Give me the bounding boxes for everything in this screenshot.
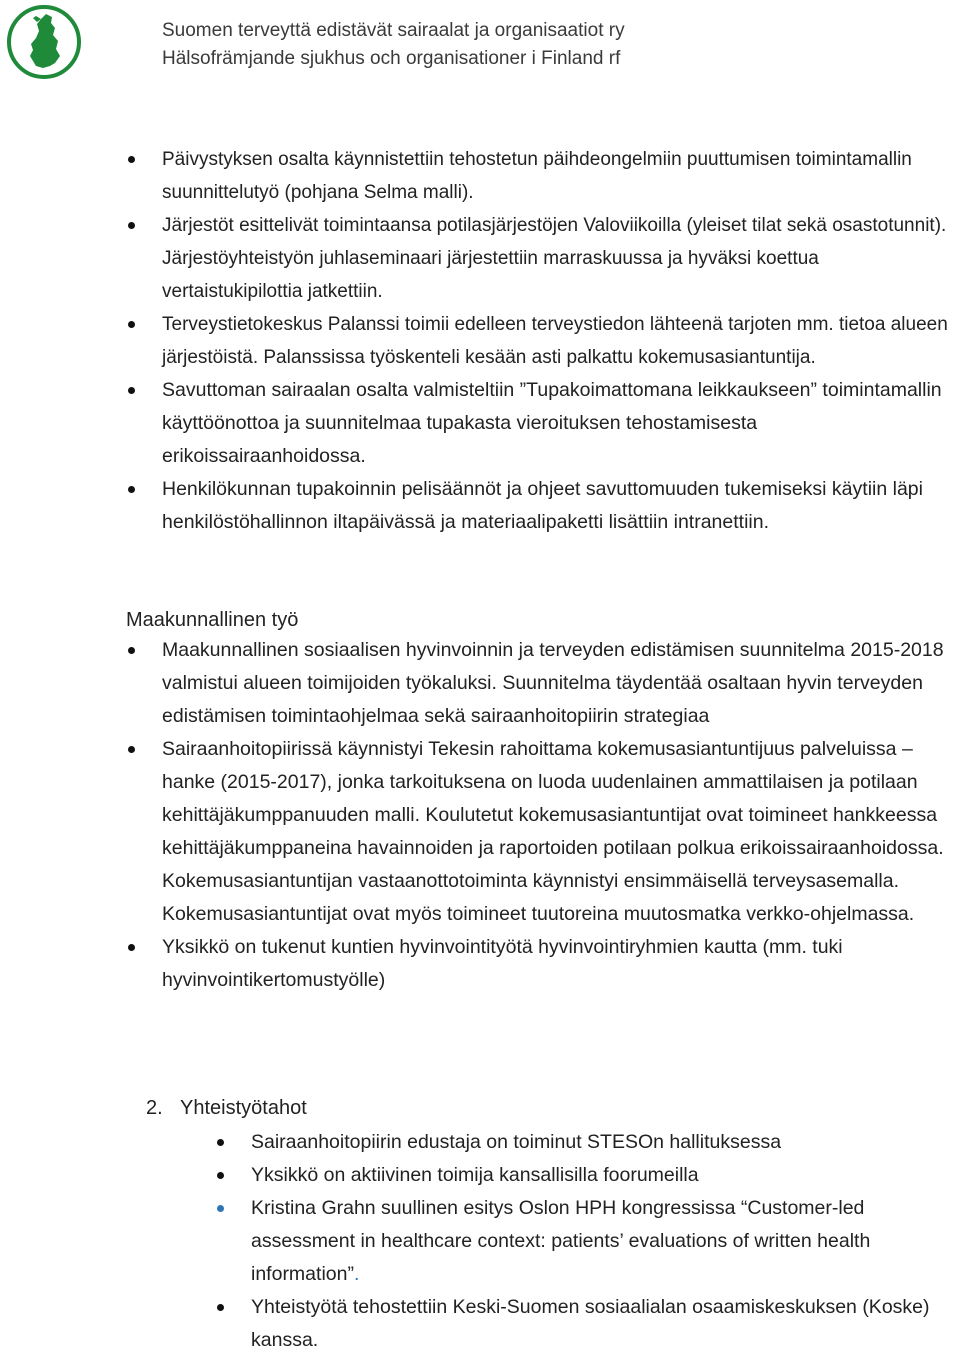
list-item-text: Yhteistyötä tehostettiin Keski-Suomen sosiaalialan osaamiskeskuksen (Koske) kanssa. xyxy=(251,1296,930,1351)
list-item xyxy=(162,374,960,473)
list-item xyxy=(162,143,960,209)
list-item-text: Henkilökunnan tupakoinnin pelisäännöt ja ohjeet savuttomuuden tukemiseksi käytiin läpi henkilöstöhallinnon iltapäivässä ja materiaalipaketti lisättiin intranettiin. xyxy=(162,478,923,533)
bullet-icon xyxy=(128,486,135,493)
list-item xyxy=(162,634,960,733)
list-item xyxy=(162,209,960,308)
list-item xyxy=(162,473,960,539)
list-item xyxy=(251,1192,951,1291)
bullet-icon xyxy=(217,1304,224,1311)
partners-list xyxy=(251,1126,951,1357)
list-item xyxy=(162,931,960,997)
bullet-icon xyxy=(128,387,135,394)
list-item-text: Maakunnallinen sosiaalisen hyvinvoinnin ja terveyden edistämisen suunnitelma 2015-2018 valmistui alueen toimijoiden työkaluksi. Suunnitelma täydentää osaltaan hyvin terveyden edistämisen toimintaohjelmaa sekä sairaanhoitopiirin strategiaa xyxy=(162,639,944,727)
regional-work-list xyxy=(162,634,960,997)
activities-list xyxy=(162,143,960,539)
list-item xyxy=(162,308,960,374)
list-item-text: Päivystyksen osalta käynnistettiin tehostetun päihdeongelmiin puuttumisen toimintamallin suunnittelutyö (pohjana Selma malli). xyxy=(162,149,912,203)
list-item-text: Järjestöt esittelivät toimintaansa potilasjärjestöjen Valoviikoilla (yleiset tilat sekä osastotunnit). Järjestöyhteistyön juhlaseminaari järjestettiin marraskuussa ja hyväksi koettua vertaistukipilottia jatkettiin. xyxy=(162,215,947,302)
section-number: 2. xyxy=(146,1097,163,1119)
list-item-text: Terveystietokeskus Palanssi toimii edelleen terveystiedon lähteenä tarjoten mm. tietoa alueen järjestöistä. Palanssissa työskenteli kesään asti palkattu kokemusasiantuntija. xyxy=(162,314,948,368)
list-item xyxy=(251,1159,951,1192)
bullet-icon xyxy=(128,944,135,951)
bullet-icon xyxy=(128,156,135,163)
bullet-icon xyxy=(217,1205,224,1212)
list-item xyxy=(162,733,960,931)
section-heading-partners xyxy=(146,1092,307,1125)
bullet-icon xyxy=(128,321,135,328)
trailing-period: . xyxy=(353,1263,360,1285)
list-item-text: Yksikkö on tukenut kuntien hyvinvointityötä hyvinvointiryhmien kautta (mm. tuki hyvinvointikertomustyölle) xyxy=(162,936,843,991)
organisation-header xyxy=(162,17,625,73)
list-item-text: Kristina Grahn suullinen esitys Oslon HPH kongressissa “Customer-led assessment in healthcare context: patients’ evaluations of written health information” xyxy=(251,1197,871,1285)
bullet-icon xyxy=(128,222,135,229)
list-item xyxy=(251,1291,951,1357)
finland-map-logo-icon xyxy=(6,4,82,80)
section-heading-regional-work: Maakunnallinen työ xyxy=(126,609,299,631)
bullet-icon xyxy=(217,1139,224,1146)
list-item-text: Sairaanhoitopiirissä käynnistyi Tekesin rahoittama kokemusasiantuntijuus palveluissa –hanke (2015-2017), jonka tarkoituksena on luoda uudenlainen ammattilaisen ja potilaan kehittäjäkumppanuuden malli. Koulutetut kokemusasiantuntijat ovat toimineet hankkeessa kehittäjäkumppaneina havainnoiden ja raportoiden potilaan polkua erikoissairaanhoidossa. Kokemusasiantuntijan vastaanottotoiminta käynnistyi ensimmäisellä terveysasemalla. Kokemusasiantuntijat ovat myös toimineet tuutoreina muutosmatka verkko-ohjelmassa. xyxy=(162,738,944,925)
org-name-finnish: Suomen terveyttä edistävät sairaalat ja organisaatiot ry xyxy=(162,20,625,41)
list-item-text: Savuttoman sairaalan osalta valmisteltiin ”Tupakoimattomana leikkaukseen” toimintamallin käyttöönottoa ja suunnitelmaa tupakasta vieroituksen tehostamisesta erikoissairaanhoidossa. xyxy=(162,379,942,467)
bullet-icon xyxy=(128,647,135,654)
bullet-icon xyxy=(217,1172,224,1179)
list-item-text: Sairaanhoitopiirin edustaja on toiminut STESOn hallituksessa xyxy=(251,1131,782,1153)
bullet-icon xyxy=(128,746,135,753)
section-title: Yhteistyötahot xyxy=(180,1097,307,1119)
org-name-swedish: Hälsofrämjande sjukhus och organisationer i Finland rf xyxy=(162,48,621,69)
list-item-text: Yksikkö on aktiivinen toimija kansallisilla foorumeilla xyxy=(251,1164,699,1186)
list-item xyxy=(251,1126,951,1159)
